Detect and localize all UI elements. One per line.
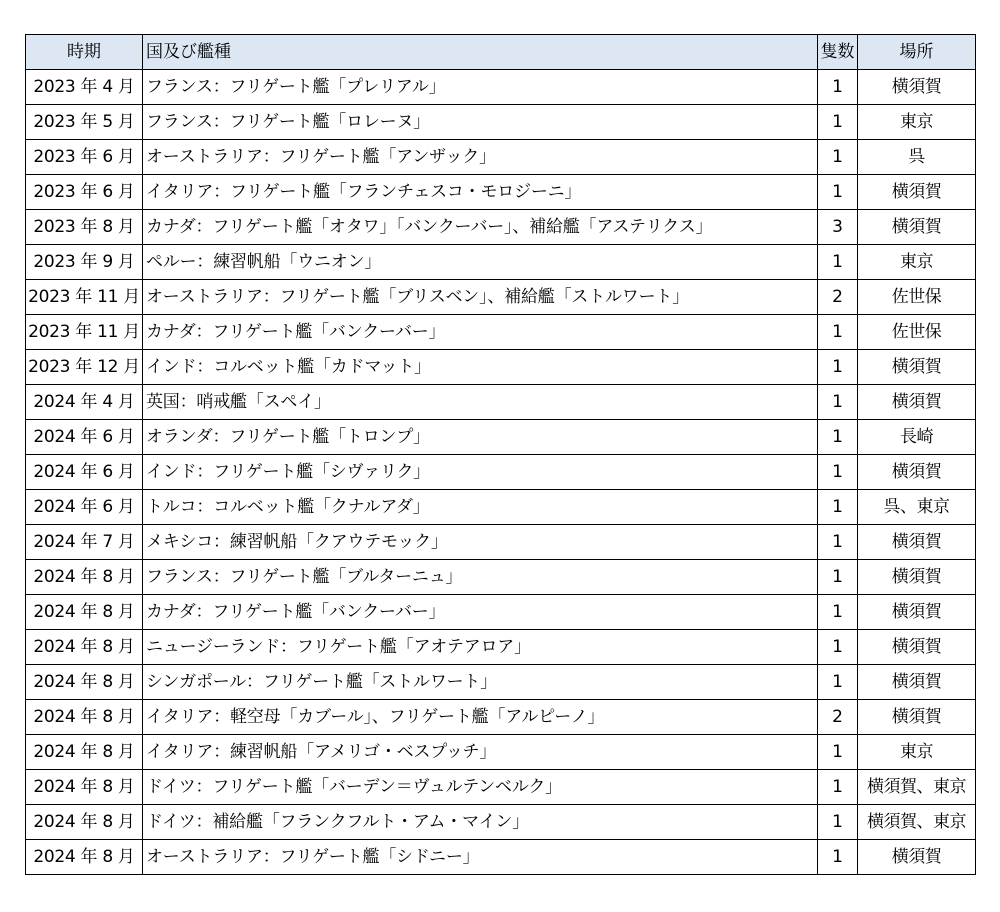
ship-cell: オーストラリア：フリゲート艦「ブリスベン」、補給艦「ストルワート」 xyxy=(143,280,818,315)
ship-cell: メキシコ：練習帆船「クアウテモック」 xyxy=(143,525,818,560)
table-row xyxy=(26,350,976,385)
ship-cell: カナダ：フリゲート艦「バンクーバー」 xyxy=(143,595,818,630)
count-cell: 1 xyxy=(818,630,858,665)
ship-cell: イタリア：練習帆船「アメリゴ・ベスプッチ」 xyxy=(143,735,818,770)
period-cell: 2023 年 12 月 xyxy=(26,350,143,385)
table-row xyxy=(26,315,976,350)
place-cell: 横須賀 xyxy=(858,560,976,595)
header-ship: 国及び艦種 xyxy=(143,35,818,70)
table-row xyxy=(26,525,976,560)
place-cell: 横須賀 xyxy=(858,840,976,875)
ship-cell: インド：コルベット艦「カドマット」 xyxy=(143,350,818,385)
table-row xyxy=(26,245,976,280)
period-cell: 2024 年 8 月 xyxy=(26,805,143,840)
ship-cell: ドイツ：フリゲート艦「バーデン＝ヴュルテンベルク」 xyxy=(143,770,818,805)
period-cell: 2024 年 8 月 xyxy=(26,735,143,770)
period-cell: 2023 年 8 月 xyxy=(26,210,143,245)
place-cell: 横須賀 xyxy=(858,385,976,420)
place-cell: 横須賀 xyxy=(858,350,976,385)
table-row xyxy=(26,700,976,735)
header-row xyxy=(26,35,976,70)
period-cell: 2024 年 6 月 xyxy=(26,455,143,490)
count-cell: 1 xyxy=(818,840,858,875)
count-cell: 2 xyxy=(818,280,858,315)
ship-cell: フランス：フリゲート艦「プレリアル」 xyxy=(143,70,818,105)
ship-cell: イタリア：軽空母「カブール」、フリゲート艦「アルピーノ」 xyxy=(143,700,818,735)
table-row xyxy=(26,455,976,490)
ship-cell: オーストラリア：フリゲート艦「アンザック」 xyxy=(143,140,818,175)
period-cell: 2023 年 11 月 xyxy=(26,315,143,350)
table-row xyxy=(26,175,976,210)
count-cell: 1 xyxy=(818,245,858,280)
period-cell: 2024 年 6 月 xyxy=(26,490,143,525)
table-row xyxy=(26,70,976,105)
place-cell: 横須賀 xyxy=(858,525,976,560)
table-row xyxy=(26,560,976,595)
table-row xyxy=(26,805,976,840)
header-place: 場所 xyxy=(858,35,976,70)
place-cell: 東京 xyxy=(858,105,976,140)
place-cell: 横須賀 xyxy=(858,175,976,210)
table-row xyxy=(26,140,976,175)
ship-cell: ドイツ：補給艦「フランクフルト・アム・マイン」 xyxy=(143,805,818,840)
period-cell: 2024 年 8 月 xyxy=(26,840,143,875)
period-cell: 2024 年 6 月 xyxy=(26,420,143,455)
period-cell: 2023 年 4 月 xyxy=(26,70,143,105)
ship-cell: フランス：フリゲート艦「ロレーヌ」 xyxy=(143,105,818,140)
table-row xyxy=(26,490,976,525)
ship-cell: ニュージーランド：フリゲート艦「アオテアロア」 xyxy=(143,630,818,665)
table-row xyxy=(26,735,976,770)
count-cell: 1 xyxy=(818,315,858,350)
place-cell: 横須賀、東京 xyxy=(858,770,976,805)
ship-cell: カナダ：フリゲート艦「オタワ」「バンクーバー」、補給艦「アステリクス」 xyxy=(143,210,818,245)
ship-cell: フランス：フリゲート艦「ブルターニュ」 xyxy=(143,560,818,595)
period-cell: 2024 年 4 月 xyxy=(26,385,143,420)
place-cell: 横須賀 xyxy=(858,630,976,665)
place-cell: 横須賀 xyxy=(858,70,976,105)
count-cell: 2 xyxy=(818,700,858,735)
table-row xyxy=(26,770,976,805)
period-cell: 2023 年 6 月 xyxy=(26,175,143,210)
count-cell: 1 xyxy=(818,350,858,385)
place-cell: 東京 xyxy=(858,735,976,770)
count-cell: 1 xyxy=(818,455,858,490)
ship-cell: トルコ：コルベット艦「クナルアダ」 xyxy=(143,490,818,525)
place-cell: 横須賀 xyxy=(858,595,976,630)
ship-cell: インド：フリゲート艦「シヴァリク」 xyxy=(143,455,818,490)
table-row xyxy=(26,280,976,315)
place-cell: 佐世保 xyxy=(858,315,976,350)
ship-cell: シンガポール：フリゲート艦「ストルワート」 xyxy=(143,665,818,700)
table-row xyxy=(26,105,976,140)
port-visit-table xyxy=(25,34,976,875)
count-cell: 1 xyxy=(818,490,858,525)
ship-cell: オランダ：フリゲート艦「トロンプ」 xyxy=(143,420,818,455)
place-cell: 長崎 xyxy=(858,420,976,455)
place-cell: 呉 xyxy=(858,140,976,175)
count-cell: 1 xyxy=(818,420,858,455)
count-cell: 1 xyxy=(818,105,858,140)
port-visit-table-container xyxy=(25,34,976,875)
count-cell: 1 xyxy=(818,665,858,700)
table-row xyxy=(26,665,976,700)
period-cell: 2024 年 8 月 xyxy=(26,630,143,665)
period-cell: 2024 年 8 月 xyxy=(26,700,143,735)
table-row xyxy=(26,385,976,420)
place-cell: 佐世保 xyxy=(858,280,976,315)
period-cell: 2023 年 9 月 xyxy=(26,245,143,280)
place-cell: 横須賀 xyxy=(858,210,976,245)
ship-cell: イタリア：フリゲート艦「フランチェスコ・モロジーニ」 xyxy=(143,175,818,210)
count-cell: 3 xyxy=(818,210,858,245)
place-cell: 横須賀 xyxy=(858,455,976,490)
ship-cell: 英国：哨戒艦「スペイ」 xyxy=(143,385,818,420)
count-cell: 1 xyxy=(818,70,858,105)
table-row xyxy=(26,210,976,245)
place-cell: 横須賀、東京 xyxy=(858,805,976,840)
table-body xyxy=(26,70,976,875)
header-count: 隻数 xyxy=(818,35,858,70)
count-cell: 1 xyxy=(818,805,858,840)
place-cell: 横須賀 xyxy=(858,700,976,735)
count-cell: 1 xyxy=(818,175,858,210)
period-cell: 2023 年 11 月 xyxy=(26,280,143,315)
table-row xyxy=(26,420,976,455)
count-cell: 1 xyxy=(818,735,858,770)
count-cell: 1 xyxy=(818,525,858,560)
period-cell: 2024 年 8 月 xyxy=(26,665,143,700)
place-cell: 東京 xyxy=(858,245,976,280)
count-cell: 1 xyxy=(818,595,858,630)
period-cell: 2024 年 8 月 xyxy=(26,770,143,805)
count-cell: 1 xyxy=(818,385,858,420)
table-row xyxy=(26,630,976,665)
period-cell: 2024 年 8 月 xyxy=(26,560,143,595)
count-cell: 1 xyxy=(818,140,858,175)
table-header xyxy=(26,35,976,70)
table-row xyxy=(26,840,976,875)
count-cell: 1 xyxy=(818,770,858,805)
period-cell: 2024 年 8 月 xyxy=(26,595,143,630)
count-cell: 1 xyxy=(818,560,858,595)
ship-cell: オーストラリア：フリゲート艦「シドニー」 xyxy=(143,840,818,875)
place-cell: 横須賀 xyxy=(858,665,976,700)
place-cell: 呉、東京 xyxy=(858,490,976,525)
ship-cell: カナダ：フリゲート艦「バンクーバー」 xyxy=(143,315,818,350)
period-cell: 2023 年 5 月 xyxy=(26,105,143,140)
ship-cell: ペルー：練習帆船「ウニオン」 xyxy=(143,245,818,280)
period-cell: 2023 年 6 月 xyxy=(26,140,143,175)
header-period: 時期 xyxy=(26,35,143,70)
period-cell: 2024 年 7 月 xyxy=(26,525,143,560)
table-row xyxy=(26,595,976,630)
